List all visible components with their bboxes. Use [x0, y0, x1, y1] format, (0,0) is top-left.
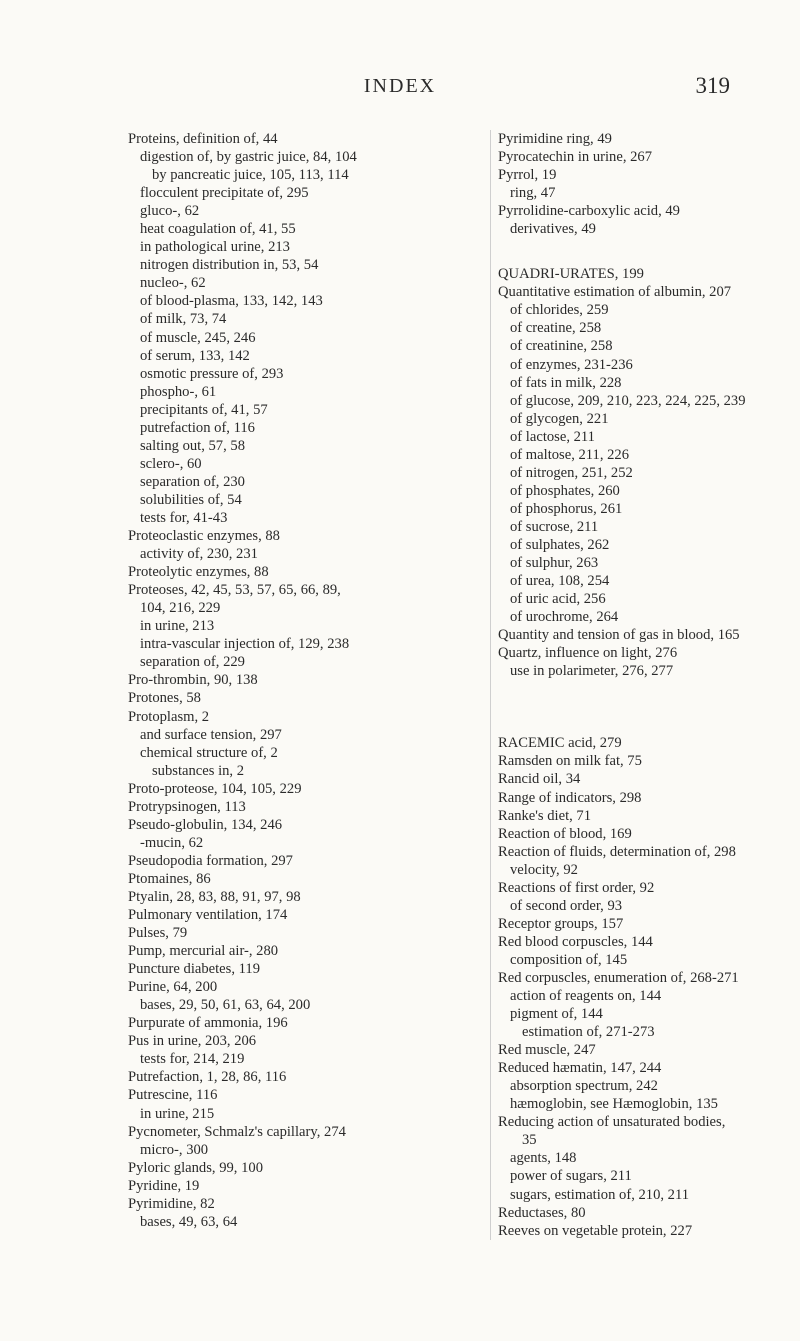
index-entry: Pyridine, 19: [128, 1177, 200, 1194]
index-entry: Purpurate of ammonia, 196: [128, 1015, 288, 1032]
index-subentry: of blood-plasma, 133, 142, 143: [140, 293, 323, 310]
index-entry: Range of indicators, 298: [498, 789, 642, 806]
index-entry: Pyrimidine ring, 49: [498, 131, 612, 147]
index-subentry: salting out, 57, 58: [140, 437, 245, 454]
index-column-left: [128, 130, 468, 1231]
index-subentry: of creatine, 258: [510, 320, 602, 337]
index-entry: Red muscle, 247: [498, 1042, 596, 1059]
index-entry: Ramsden on milk fat, 75: [498, 753, 642, 770]
index-entry: Quartz, influence on light, 276: [498, 645, 678, 662]
index-entry: Rancid oil, 34: [498, 771, 581, 788]
index-subentry: action of reagents on, 144: [510, 988, 662, 1005]
index-subentry: nucleo-, 62: [140, 275, 206, 292]
index-entry: Pseudopodia formation, 297: [128, 852, 293, 869]
index-subentry: in pathological urine, 213: [140, 239, 290, 256]
index-entry: Pyloric glands, 99, 100: [128, 1159, 263, 1176]
index-entry: Reduced hæmatin, 147, 244: [498, 1060, 662, 1077]
index-entry: Ranke's diet, 71: [498, 807, 592, 824]
index-subentry: pigment of, 144: [510, 1006, 603, 1023]
index-subentry: phospho-, 61: [140, 383, 217, 400]
index-subentry: of fats in milk, 228: [510, 374, 622, 391]
index-subentry: separation of, 230: [140, 473, 245, 490]
index-entry: Reducing action of unsaturated bodies,: [498, 1114, 726, 1131]
index-subentry: intra-vascular injection of, 129, 238: [140, 636, 350, 653]
index-entry: Pyrrol, 19: [498, 167, 557, 184]
index-subentry: in urine, 213: [140, 618, 215, 635]
index-entry: QUADRI-URATES, 199: [498, 266, 644, 283]
index-entry: Putrescine, 116: [128, 1087, 218, 1104]
index-entry: RACEMIC acid, 279: [498, 735, 622, 752]
index-entry: Pyrimidine, 82: [128, 1195, 215, 1212]
index-subentry: of glucose, 209, 210, 223, 224, 225, 239: [510, 392, 746, 409]
index-subentry: of enzymes, 231-236: [510, 356, 633, 373]
index-subentry: osmotic pressure of, 293: [140, 365, 284, 382]
index-subentry: nitrogen distribution in, 53, 54: [140, 257, 319, 274]
index-entry: Putrefaction, 1, 28, 86, 116: [128, 1069, 287, 1086]
index-entry: Pulses, 79: [128, 925, 188, 942]
page-header: [0, 75, 800, 105]
index-subentry: of urea, 108, 254: [510, 573, 610, 590]
index-subentry: digestion of, by gastric juice, 84, 104: [140, 149, 357, 166]
running-head: INDEX: [363, 75, 437, 97]
index-entry: Pump, mercurial air-, 280: [128, 943, 279, 960]
index-entry: Proteolytic enzymes, 88: [128, 564, 269, 581]
index-subentry: activity of, 230, 231: [140, 546, 258, 563]
index-subentry: of phosphates, 260: [510, 482, 620, 499]
index-subentry: of nitrogen, 251, 252: [510, 464, 633, 481]
index-subentry: in urine, 215: [140, 1105, 215, 1122]
index-entry: Proteoses, 42, 45, 53, 57, 65, 66, 89,: [128, 582, 341, 599]
index-subentry: of glycogen, 221: [510, 410, 609, 427]
index-subentry: of chlorides, 259: [510, 302, 609, 319]
index-subentry: of uric acid, 256: [510, 591, 606, 608]
index-entry: Reaction of fluids, determination of, 298: [498, 843, 736, 860]
index-subentry: of sulphur, 263: [510, 555, 599, 572]
index-subentry: velocity, 92: [510, 861, 578, 878]
index-entry: Receptor groups, 157: [498, 915, 624, 932]
index-subentry: absorption spectrum, 242: [510, 1078, 658, 1095]
index-entry: Reeves on vegetable protein, 227: [498, 1222, 693, 1239]
index-entry: Pro-thrombin, 90, 138: [128, 672, 258, 689]
index-subentry: solubilities of, 54: [140, 491, 242, 508]
index-subentry: 104, 216, 229: [140, 600, 221, 617]
index-subentry: putrefaction of, 116: [140, 419, 255, 436]
index-entry: Protones, 58: [128, 690, 201, 707]
index-subentry: tests for, 41-43: [140, 509, 228, 526]
index-subentry: by pancreatic juice, 105, 113, 114: [152, 167, 349, 184]
section-gap: [498, 707, 798, 734]
index-subentry: precipitants of, 41, 57: [140, 401, 268, 418]
index-subentry: power of sugars, 211: [510, 1168, 632, 1185]
index-subentry: chemical structure of, 2: [140, 744, 278, 761]
index-subentry: of second order, 93: [510, 897, 623, 914]
index-subentry: hæmoglobin, see Hæmoglobin, 135: [510, 1096, 718, 1113]
index-subentry: estimation of, 271-273: [522, 1024, 655, 1041]
index-subentry: tests for, 214, 219: [140, 1051, 245, 1068]
index-subentry: of milk, 73, 74: [140, 311, 227, 328]
index-entry: Pyrrolidine-carboxylic acid, 49: [498, 203, 680, 220]
index-subentry: bases, 49, 63, 64: [140, 1213, 238, 1230]
index-entry: Quantity and tension of gas in blood, 165: [498, 627, 740, 644]
index-entry: Pus in urine, 203, 206: [128, 1033, 257, 1050]
index-subentry: heat coagulation of, 41, 55: [140, 221, 296, 238]
index-subentry: separation of, 229: [140, 654, 245, 671]
index-entry: Ptomaines, 86: [128, 870, 211, 887]
index-entry: Purine, 64, 200: [128, 979, 218, 996]
index-subentry: of sulphates, 262: [510, 536, 610, 553]
index-subentry: of creatinine, 258: [510, 338, 613, 355]
index-entry: Red blood corpuscles, 144: [498, 933, 653, 950]
index-entry: Protoplasm, 2: [128, 708, 210, 725]
index-entry: Proto-proteose, 104, 105, 229: [128, 780, 302, 797]
index-column-right: [490, 130, 798, 1240]
index-entry: Quantitative estimation of albumin, 207: [498, 284, 732, 301]
index-subentry: of urochrome, 264: [510, 609, 619, 626]
index-subentry: and surface tension, 297: [140, 726, 282, 743]
index-entry: Reductases, 80: [498, 1204, 586, 1221]
index-subentry: composition of, 145: [510, 951, 628, 968]
index-entry: Reaction of blood, 169: [498, 825, 632, 842]
index-entry: Pseudo-globulin, 134, 246: [128, 816, 283, 833]
index-subentry: micro-, 300: [140, 1141, 209, 1158]
index-subentry: of lactose, 211: [510, 428, 595, 445]
index-subentry: flocculent precipitate of, 295: [140, 185, 309, 202]
index-subentry: derivatives, 49: [510, 221, 596, 238]
index-subentry: -mucin, 62: [140, 834, 204, 851]
section-gap: [498, 238, 798, 265]
index-subentry: of muscle, 245, 246: [140, 329, 256, 346]
index-subentry: of serum, 133, 142: [140, 347, 250, 364]
index-subentry: bases, 29, 50, 61, 63, 64, 200: [140, 997, 311, 1014]
index-entry: Puncture diabetes, 119: [128, 961, 260, 978]
index-subentry: of sucrose, 211: [510, 518, 599, 535]
index-subentry: sclero-, 60: [140, 455, 202, 472]
index-subentry: of phosphorus, 261: [510, 500, 623, 517]
index-subentry: agents, 148: [510, 1150, 577, 1167]
index-subentry: sugars, estimation of, 210, 211: [510, 1186, 690, 1203]
page-number: 319: [695, 73, 730, 98]
index-subentry: use in polarimeter, 276, 277: [510, 663, 674, 680]
index-entry: Proteins, definition of, 44: [128, 131, 278, 147]
index-subentry: gluco-, 62: [140, 203, 200, 220]
index-subentry: of maltose, 211, 226: [510, 446, 630, 463]
index-subentry: substances in, 2: [152, 762, 245, 779]
index-entry: Reactions of first order, 92: [498, 879, 655, 896]
index-entry: Pycnometer, Schmalz's capillary, 274: [128, 1123, 346, 1140]
index-entry: Protrypsinogen, 113: [128, 798, 246, 815]
index-entry: Pyrocatechin in urine, 267: [498, 149, 653, 166]
section-gap: [498, 680, 798, 707]
index-entry: Red corpuscles, enumeration of, 268-271: [498, 969, 739, 986]
index-entry: Pulmonary ventilation, 174: [128, 907, 288, 924]
index-subentry: ring, 47: [510, 185, 556, 202]
index-subentry: 35: [522, 1132, 537, 1149]
index-entry: Ptyalin, 28, 83, 88, 91, 97, 98: [128, 888, 301, 905]
index-entry: Proteoclastic enzymes, 88: [128, 528, 280, 545]
